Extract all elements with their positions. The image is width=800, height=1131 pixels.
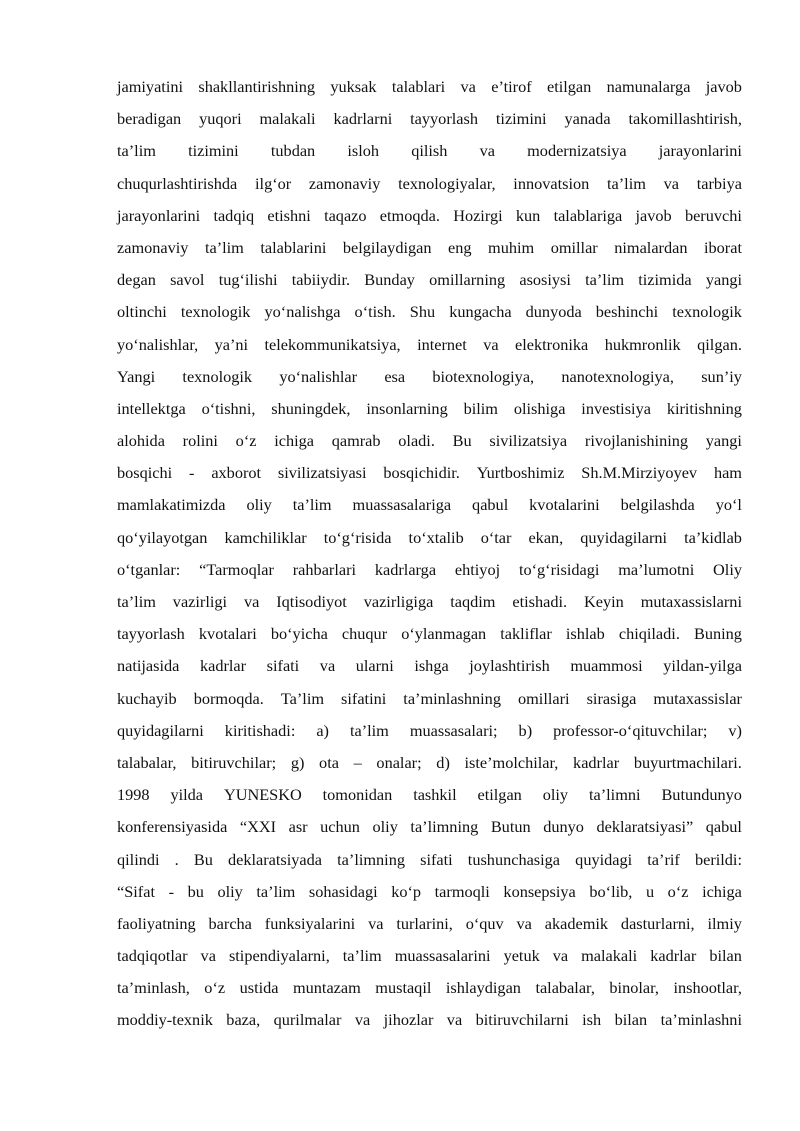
text-line: qilindi . Bu deklaratsiyada ta’limning sifati tushunchasiga quyidagi ta’rif berildi: [117,849,742,869]
text-line: degan savol tug‘ilishi tabiiydir. Bunday omillarning asosiysi ta’lim tizimida yangi [117,270,742,290]
text-line: ta’lim vazirligi va Iqtisodiyot vazirligiga taqdim etishadi. Keyin mutaxassislarni [117,592,742,611]
text-line: jamiyatini shakllantirishning yuksak talablari va e’tirof etilgan namunalarga javob [117,77,742,96]
body-paragraph [117,71,742,1037]
text-line: faoliyatning barcha funksiyalarini va turlarini, o‘quv va akademik dasturlarni, ilmiy [117,913,742,933]
text-line: ta’lim tizimini tubdan isloh qilish va modernizatsiya jarayonlarini [117,141,742,161]
text-line: oltinchi texnologik yo‘nalishga o‘tish. Shu kungacha dunyoda beshinchi texnologik [117,302,742,322]
text-line: alohida rolini o‘z ichiga qamrab oladi. Bu sivilizatsiya rivojlanishining yangi [117,431,742,451]
document-page [117,71,742,1037]
text-line: beradigan yuqori malakali kadrlarni tayyorlash tizimini yanada takomillashtirish, [117,109,742,129]
text-line: konferensiyasida “XXI asr uchun oliy ta’limning Butun dunyo deklaratsiyasi” qabul [117,817,742,837]
text-line: moddiy-texnik baza, qurilmalar va jihozlar va bitiruvchilarni ish bilan ta’minlashni [117,1010,742,1030]
text-line: chuqurlashtirishda ilg‘or zamonaviy texnologiyalar, innovatsion ta’lim va tarbiya [117,173,742,193]
text-line: intellektga o‘tishni, shuningdek, insonlarning bilim olishiga investisiya kiritishning [117,398,742,418]
text-line: zamonaviy ta’lim talablarini belgilaydigan eng muhim omillar nimalardan iborat [117,237,742,257]
text-line: natijasida kadrlar sifati va ularni ishga joylashtirish muammosi yildan-yilga [117,656,742,676]
text-line: 1998 yilda YUNESKO tomonidan tashkil etilgan oliy ta’limni Butundunyo [117,785,742,805]
text-line: jarayonlarini tadqiq etishni taqazo etmoqda. Hozirgi kun talablariga javob beruvchi [117,205,742,225]
text-line: tayyorlash kvotalari bo‘yicha chuqur o‘ylanmagan takliflar ishlab chiqiladi. Buning [117,624,742,644]
text-line: mamlakatimizda oliy ta’lim muassasalariga qabul kvotalarini belgilashda yo‘l [117,495,742,515]
text-line: kuchayib bormoqda. Ta’lim sifatini ta’minlashning omillari sirasiga mutaxassislar [117,688,742,708]
text-line: qo‘yilayotgan kamchiliklar to‘g‘risida to‘xtalib o‘tar ekan, quyidagilarni ta’kidlab [117,527,742,547]
text-line: quyidagilarni kiritishadi: a) ta’lim muassasalari; b) professor-o‘qituvchilar; v) [117,720,742,740]
text-line: bosqichi - axborot sivilizatsiyasi bosqichidir. Yurtboshimiz Sh.M.Mirziyoyev ham [117,463,742,483]
text-line: ta’minlash, o‘z ustida muntazam mustaqil ishlaydigan talabalar, binolar, inshootlar, [117,978,742,998]
text-line: o‘tganlar: “Tarmoqlar rahbarlari kadrlarga ehtiyoj to‘g‘risidagi ma’lumotni Oliy [117,559,742,579]
text-line: talabalar, bitiruvchilar; g) ota – onalar; d) iste’molchilar, kadrlar buyurtmachilari. [117,752,742,772]
text-line: “Sifat - bu oliy ta’lim sohasidagi ko‘p tarmoqli konsepsiya bo‘lib, u o‘z ichiga [117,881,742,901]
text-line: yo‘nalishlar, ya’ni telekommunikatsiya, internet va elektronika hukmronlik qilgan. [117,334,742,354]
text-line: Yangi texnologik yo‘nalishlar esa biotexnologiya, nanotexnologiya, sun’iy [117,366,742,386]
text-line: tadqiqotlar va stipendiyalarni, ta’lim muassasalarini yetuk va malakali kadrlar bilan [117,946,742,966]
